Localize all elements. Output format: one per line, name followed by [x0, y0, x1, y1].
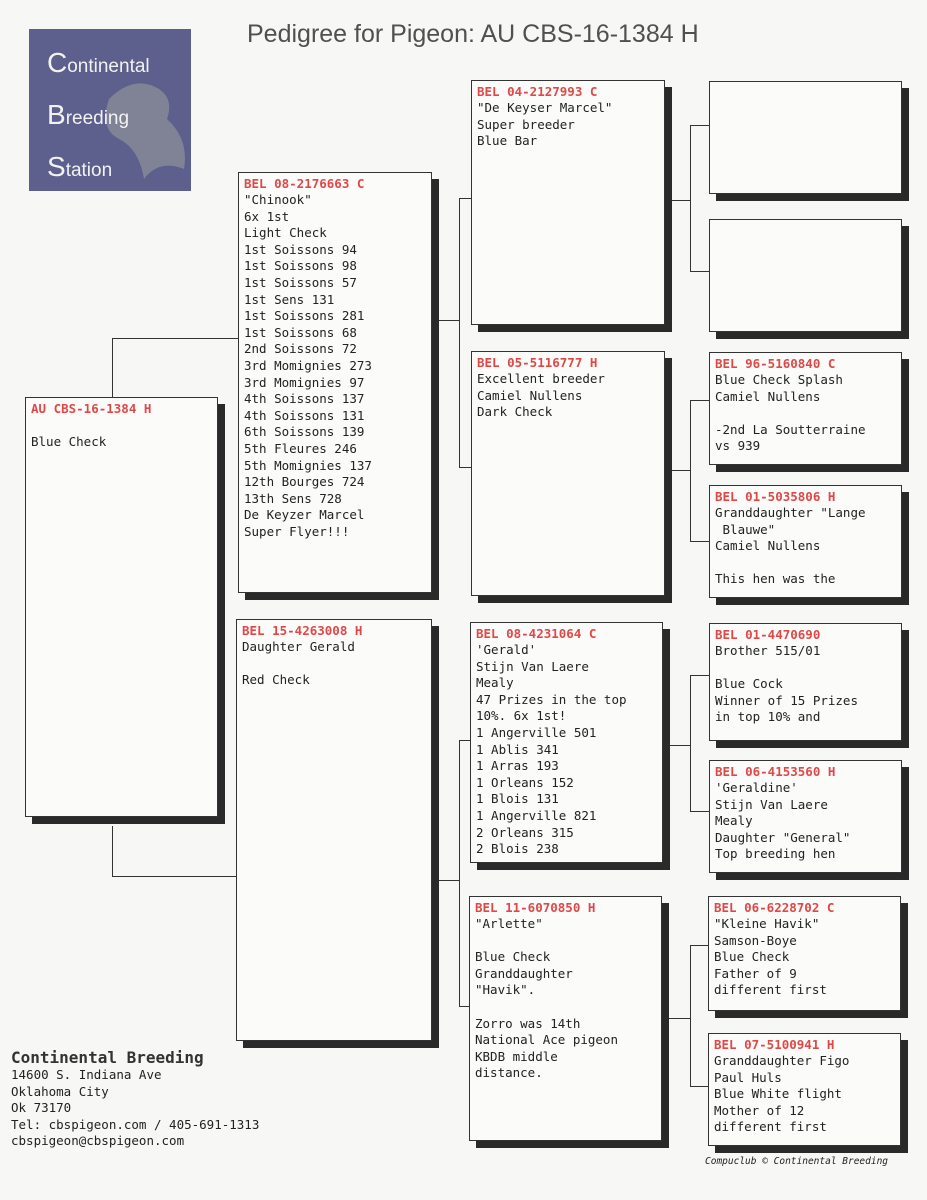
- connector: [112, 826, 237, 877]
- pedigree-line: Camiel Nullens: [715, 388, 821, 404]
- pedigree-line: Blue Check: [475, 949, 551, 965]
- pedigree-line: 2nd Soissons 72: [244, 341, 357, 357]
- ring-number: BEL 01-4470690: [715, 627, 821, 642]
- pedigree-box-dam[interactable]: [236, 619, 432, 1041]
- pedigree-line: [715, 405, 898, 422]
- pedigree-line: 1st Sens 131: [244, 291, 335, 307]
- ring-number: BEL 15-4263008 H: [242, 623, 363, 638]
- pedigree-line: "De Keyser Marcel": [477, 100, 613, 115]
- pedigree-line: 1 Orleans 152: [476, 774, 574, 790]
- pedigree-line: Super breeder: [477, 116, 575, 132]
- pedigree-line: Granddaughter Figo: [714, 1053, 850, 1068]
- pedigree-line: 4th Soissons 137: [244, 391, 365, 407]
- pedigree-line: [475, 999, 658, 1016]
- connector: [665, 200, 690, 201]
- pedigree-box-dds[interactable]: [708, 896, 901, 1011]
- pedigree-line: 1st Soissons 98: [244, 258, 357, 274]
- page-title: Pedigree for Pigeon: AU CBS-16-1384 H: [247, 20, 699, 48]
- ring-number: BEL 06-4153560 H: [715, 764, 836, 779]
- pedigree-line: "Arlette": [475, 916, 543, 931]
- pedigree-box-sire[interactable]: [238, 172, 432, 593]
- pedigree-line: Camiel Nullens: [477, 387, 583, 403]
- connector: [665, 1018, 690, 1019]
- pedigree-box-ddd[interactable]: [708, 1033, 901, 1146]
- connector: [432, 880, 459, 881]
- pedigree-line: 1st Soissons 94: [244, 241, 357, 257]
- pedigree-line: in top 10% and: [715, 709, 821, 725]
- connector: [690, 945, 710, 1087]
- pedigree-line: Blue Check: [714, 949, 790, 965]
- pedigree-line: Winner of 15 Prizes: [715, 692, 858, 708]
- ring-number: BEL 07-5100941 H: [714, 1037, 835, 1052]
- ring-number: BEL 08-2176663 C: [244, 176, 365, 191]
- pedigree-line: "Havik".: [475, 982, 536, 998]
- breeder-name: Continental Breeding: [11, 1048, 204, 1067]
- connector: [690, 400, 710, 542]
- ring-number: BEL 06-6228702 C: [714, 900, 835, 915]
- pedigree-box-subject[interactable]: [25, 397, 218, 817]
- logo-line-2: Breeding: [47, 99, 130, 130]
- pedigree-box-dsd[interactable]: [709, 760, 902, 873]
- pedigree-line: different first: [714, 982, 827, 998]
- pedigree-line: 12th Bourges 724: [244, 474, 365, 490]
- pedigree-line: [715, 660, 898, 677]
- pedigree-line: 1 Angerville 501: [476, 724, 597, 740]
- pedigree-line: Stijn Van Laere: [715, 796, 828, 812]
- pedigree-line: 1 Arras 193: [476, 758, 559, 774]
- pedigree-line: 10%. 6x 1st!: [476, 708, 567, 724]
- pedigree-box-ssd[interactable]: [709, 219, 902, 332]
- pedigree-line: 'Gerald': [476, 642, 537, 657]
- footer-credit: Compuclub © Continental Breeding: [705, 1156, 889, 1167]
- pedigree-line: Dark Check: [477, 404, 553, 420]
- pedigree-line: 13th Sens 728: [244, 490, 342, 506]
- pedigree-line: Stijn Van Laere: [476, 658, 589, 674]
- pedigree-line: vs 939: [715, 438, 761, 454]
- pedigree-line: [242, 656, 428, 673]
- pedigree-line: Granddaughter "Lange: [715, 505, 866, 520]
- pedigree-line: Blue Check Splash: [715, 372, 843, 387]
- ring-number: BEL 08-4231064 C: [476, 626, 597, 641]
- pedigree-line: National Ace pigeon: [475, 1032, 618, 1048]
- pedigree-line: This hen was the: [715, 571, 836, 587]
- pedigree-line: 6x 1st: [244, 208, 290, 224]
- pedigree-line: different first: [714, 1119, 827, 1135]
- cbs-logo: [29, 29, 191, 191]
- pedigree-line: "Kleine Havik": [714, 916, 820, 931]
- address-line: cbspigeon@cbspigeon.com: [11, 1133, 185, 1148]
- pedigree-box-dam-dam[interactable]: [469, 896, 662, 1141]
- pedigree-line: Paul Huls: [714, 1069, 782, 1085]
- pedigree-line: Mealy: [715, 813, 753, 829]
- pedigree-line: Samson-Boye: [714, 932, 797, 948]
- pedigree-line: Father of 9: [714, 965, 797, 981]
- ring-number: BEL 96-5160840 C: [715, 356, 836, 371]
- ring-number: BEL 01-5035806 H: [715, 489, 836, 504]
- pedigree-line: 1st Soissons 68: [244, 324, 357, 340]
- pedigree-line: Blauwe": [715, 521, 776, 537]
- pedigree-line: Mother of 12: [714, 1102, 805, 1118]
- pedigree-line: Brother 515/01: [715, 643, 821, 658]
- pedigree-line: Zorro was 14th: [475, 1015, 581, 1031]
- pedigree-line: Daughter Gerald: [242, 639, 355, 654]
- pedigree-line: [715, 555, 898, 572]
- pedigree-line: Granddaughter: [475, 965, 573, 981]
- pedigree-line: Light Check: [244, 225, 327, 241]
- pedigree-line: Red Check: [242, 672, 310, 688]
- pedigree-line: Top breeding hen: [715, 846, 836, 862]
- logo-line-1: Continental: [47, 47, 150, 78]
- pedigree-line: 1 Angerville 821: [476, 807, 597, 823]
- pedigree-line: [475, 933, 658, 950]
- pedigree-line: 1st Soissons 281: [244, 308, 365, 324]
- ring-number: BEL 05-5116777 H: [477, 355, 598, 370]
- address-line: 14600 S. Indiana Ave: [11, 1067, 162, 1082]
- pedigree-line: 3rd Momignies 97: [244, 374, 365, 390]
- connector: [690, 125, 710, 272]
- connector: [665, 470, 690, 471]
- breeder-address: [11, 1048, 259, 1150]
- pedigree-line: 2 Orleans 315: [476, 824, 574, 840]
- pedigree-box-sire-sire[interactable]: [471, 80, 665, 325]
- pedigree-line: Blue Check: [31, 433, 107, 449]
- pedigree-line: Mealy: [476, 675, 514, 691]
- pedigree-line: "Chinook": [244, 192, 312, 207]
- pedigree-line: De Keyzer Marcel: [244, 507, 365, 523]
- ring-number: BEL 04-2127993 C: [477, 84, 598, 99]
- pedigree-box-sdd[interactable]: [709, 485, 902, 598]
- pedigree-line: Blue Cock: [715, 676, 783, 692]
- pedigree-line: 5th Momignies 137: [244, 457, 372, 473]
- pedigree-line: -2nd La Soutterraine: [715, 421, 866, 437]
- address-line: Tel: cbspigeon.com / 405-691-1313: [11, 1116, 260, 1132]
- pedigree-line: Blue White flight: [714, 1086, 842, 1102]
- address-line: Oklahoma City: [11, 1083, 109, 1099]
- pedigree-box-sss[interactable]: [709, 81, 902, 194]
- pedigree-line: 2 Blois 238: [476, 841, 559, 857]
- logo-line-3: Station: [47, 151, 113, 182]
- pedigree-line: Blue Bar: [477, 133, 538, 149]
- pedigree-box-sire-dam[interactable]: [471, 351, 665, 596]
- connector: [690, 675, 710, 812]
- pedigree-line: 1 Ablis 341: [476, 741, 559, 757]
- pedigree-line: 1 Blois 131: [476, 791, 559, 807]
- pedigree-line: 3rd Momignies 273: [244, 357, 372, 373]
- ring-number: AU CBS-16-1384 H: [31, 401, 152, 416]
- pedigree-box-dam-sire[interactable]: [470, 622, 663, 863]
- pedigree-line: KBDB middle: [475, 1048, 558, 1064]
- connector: [432, 320, 459, 321]
- pedigree-line: Daughter "General": [715, 829, 851, 845]
- address-line: Ok 73170: [11, 1100, 72, 1115]
- pedigree-box-sds[interactable]: [709, 352, 902, 465]
- pedigree-line: 1st Soissons 57: [244, 274, 357, 290]
- pedigree-line: 47 Prizes in the top: [476, 691, 627, 707]
- pedigree-line: distance.: [475, 1065, 543, 1081]
- pedigree-line: 4th Soissons 131: [244, 407, 365, 423]
- pedigree-line: Excellent breeder: [477, 371, 605, 386]
- pedigree-line: 'Geraldine': [715, 780, 798, 795]
- pedigree-line: [31, 417, 214, 434]
- connector: [112, 338, 238, 401]
- pedigree-line: Super Flyer!!!: [244, 523, 350, 539]
- pedigree-box-dss[interactable]: [709, 623, 902, 741]
- pedigree-line: 5th Fleures 246: [244, 440, 357, 456]
- ring-number: BEL 11-6070850 H: [475, 900, 596, 915]
- pedigree-line: 6th Soissons 139: [244, 424, 365, 440]
- pedigree-line: Camiel Nullens: [715, 538, 821, 554]
- connector: [665, 745, 690, 746]
